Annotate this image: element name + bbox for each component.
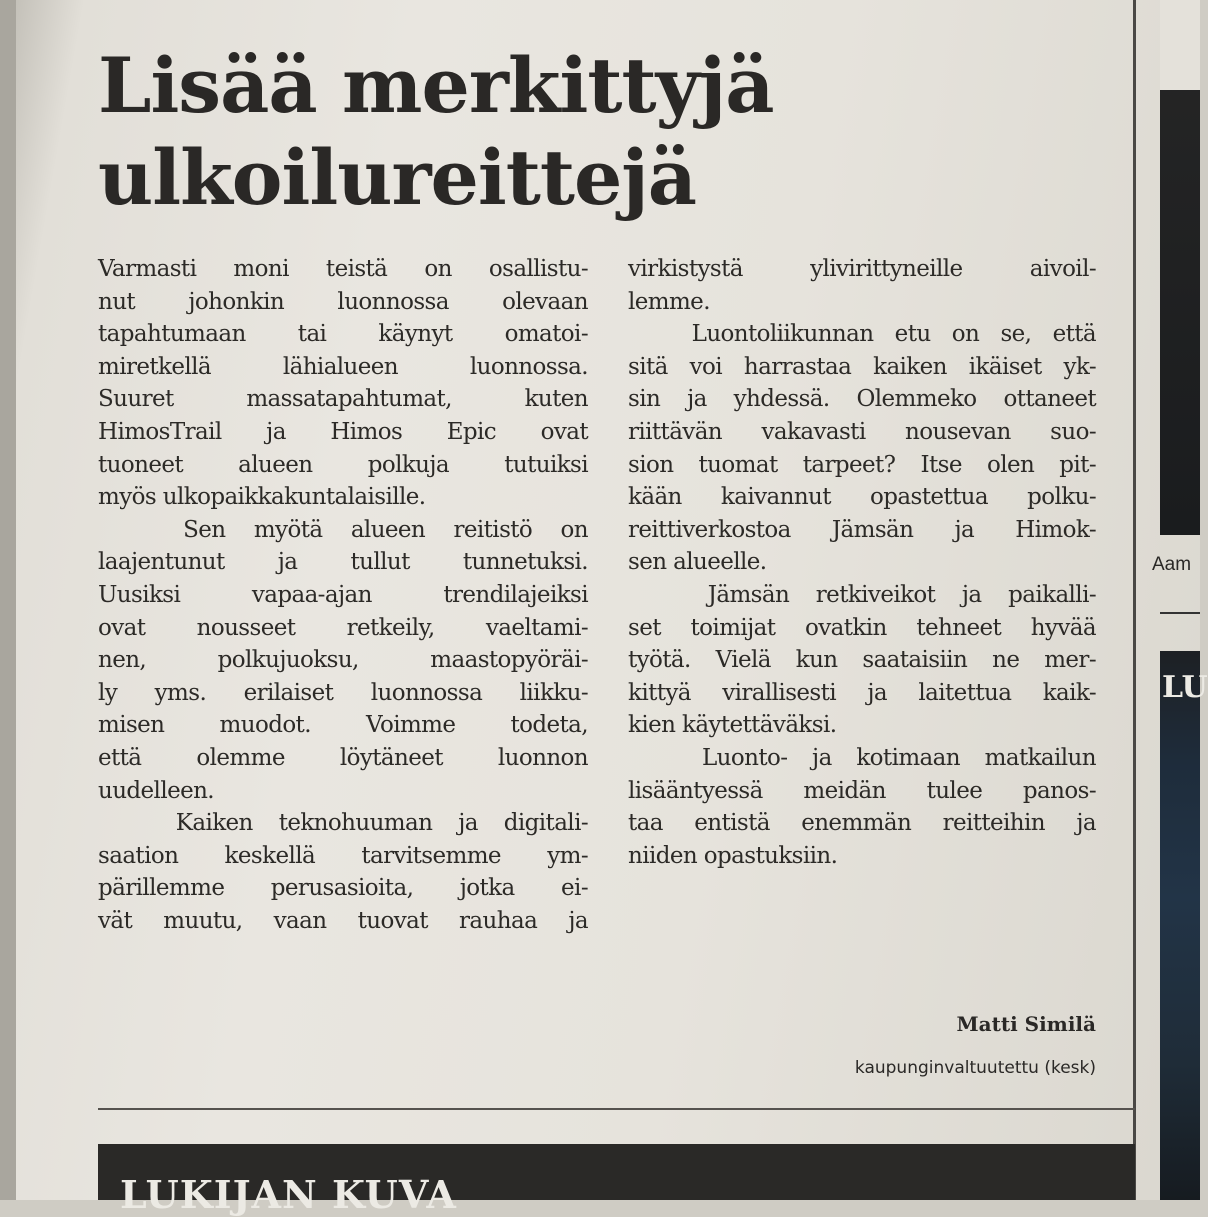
article-text-line: set toimijat ovatkin tehneet hyvää bbox=[628, 614, 1096, 641]
article-text-line: lemme. bbox=[628, 288, 710, 315]
author-name: Matti Similä bbox=[956, 1012, 1096, 1036]
next-section-header bbox=[98, 1144, 1135, 1217]
article-text-line: uudelleen. bbox=[98, 777, 215, 804]
article-text-line: Uusiksi vapaa-ajan trendilajeiksi bbox=[98, 581, 588, 608]
article-text-line: lisääntyessä meidän tulee panos- bbox=[628, 777, 1096, 804]
article-text-line: nen, polkujuoksu, maastopyöräi- bbox=[98, 647, 588, 674]
article-text-line: kittyä virallisesti ja laitettua kaik- bbox=[628, 679, 1096, 706]
article-text-line: virkistystä ylivirittyneille aivoil- bbox=[628, 256, 1096, 282]
next-section-title: LUKIJAN KUVA bbox=[120, 1172, 457, 1217]
adjacent-photo bbox=[1160, 0, 1200, 535]
article-text-line: reittiverkostoa Jämsän ja Himok- bbox=[628, 516, 1096, 543]
article-text-line: taa entistä enemmän reitteihin ja bbox=[628, 810, 1096, 837]
show-through-text bbox=[720, 90, 1140, 170]
adjacent-caption: Aam bbox=[1152, 554, 1192, 575]
article-text-line: kään kaivannut opastettua polku- bbox=[628, 484, 1096, 511]
article-text-line: misen muodot. Voimme todeta, bbox=[98, 712, 588, 739]
article-text-line: ly yms. erilaiset luonnossa liikku- bbox=[98, 679, 588, 706]
headline-line-2: ulkoilureittejä bbox=[98, 133, 697, 222]
article-text-line: pärillemme perusasioita, jotka ei- bbox=[98, 875, 588, 902]
author-role: kaupunginvaltuutettu (kesk) bbox=[854, 1058, 1096, 1078]
article-text-line: saation keskellä tarvitsemme ym- bbox=[98, 842, 588, 869]
adjacent-divider bbox=[1160, 612, 1200, 614]
article-text-line: ovat nousseet retkeily, vaeltami- bbox=[98, 614, 588, 641]
article-text-line: riittävän vakavasti nousevan suo- bbox=[628, 418, 1096, 445]
article-text-line: sen alueelle. bbox=[628, 549, 767, 576]
article-text-line: HimosTrail ja Himos Epic ovat bbox=[98, 418, 588, 445]
headline-line-1: Lisää merkittyjä bbox=[98, 41, 774, 130]
article-text-line: miretkellä lähialueen luonnossa. bbox=[98, 353, 588, 380]
article-text-line: Kaiken teknohuuman ja digitali- bbox=[98, 810, 588, 837]
article-text-line: sion tuomat tarpeet? Itse olen pit- bbox=[628, 451, 1096, 478]
article-column-right bbox=[628, 253, 1096, 872]
column-divider bbox=[1133, 0, 1136, 1200]
article-column-left bbox=[98, 253, 588, 937]
article-text-line: Luontoliikunnan etu on se, että bbox=[628, 321, 1096, 348]
article-text-line: niiden opastuksiin. bbox=[628, 842, 838, 869]
page-edge bbox=[0, 0, 16, 1200]
article-text-line: nut johonkin luonnossa olevaan bbox=[98, 288, 588, 315]
article-text-line: Varmasti moni teistä on osallistu- bbox=[98, 256, 588, 282]
adjacent-section-label: LU bbox=[1162, 670, 1208, 705]
section-divider bbox=[98, 1108, 1135, 1110]
article-text-line: Suuret massatapahtumat, kuten bbox=[98, 386, 588, 413]
article-text-line: vät muutu, vaan tuovat rauhaa ja bbox=[98, 907, 588, 934]
article-text-line: että olemme löytäneet luonnon bbox=[98, 744, 588, 771]
article-text-line: Jämsän retkiveikot ja paikalli- bbox=[628, 581, 1096, 608]
article-text-line: Sen myötä alueen reitistö on bbox=[98, 516, 588, 543]
article-text-line: tapahtumaan tai käynyt omatoi- bbox=[98, 321, 588, 348]
article-text-line: työtä. Vielä kun saataisiin ne mer- bbox=[628, 647, 1096, 674]
article-text-line: tuoneet alueen polkuja tutuiksi bbox=[98, 451, 588, 478]
article-text-line: laajentunut ja tullut tunnetuksi. bbox=[98, 549, 588, 576]
article-headline bbox=[98, 40, 774, 224]
article-text-line: sin ja yhdessä. Olemmeko ottaneet bbox=[628, 386, 1096, 413]
article-text-line: sitä voi harrastaa kaiken ikäiset yk- bbox=[628, 353, 1096, 380]
article-text-line: kien käytettäväksi. bbox=[628, 712, 837, 739]
article-text-line: myös ulkopaikkakuntalaisille. bbox=[98, 484, 426, 511]
adjacent-photo-sea bbox=[1160, 651, 1200, 1200]
article-text-line: Luonto- ja kotimaan matkailun bbox=[628, 744, 1096, 771]
